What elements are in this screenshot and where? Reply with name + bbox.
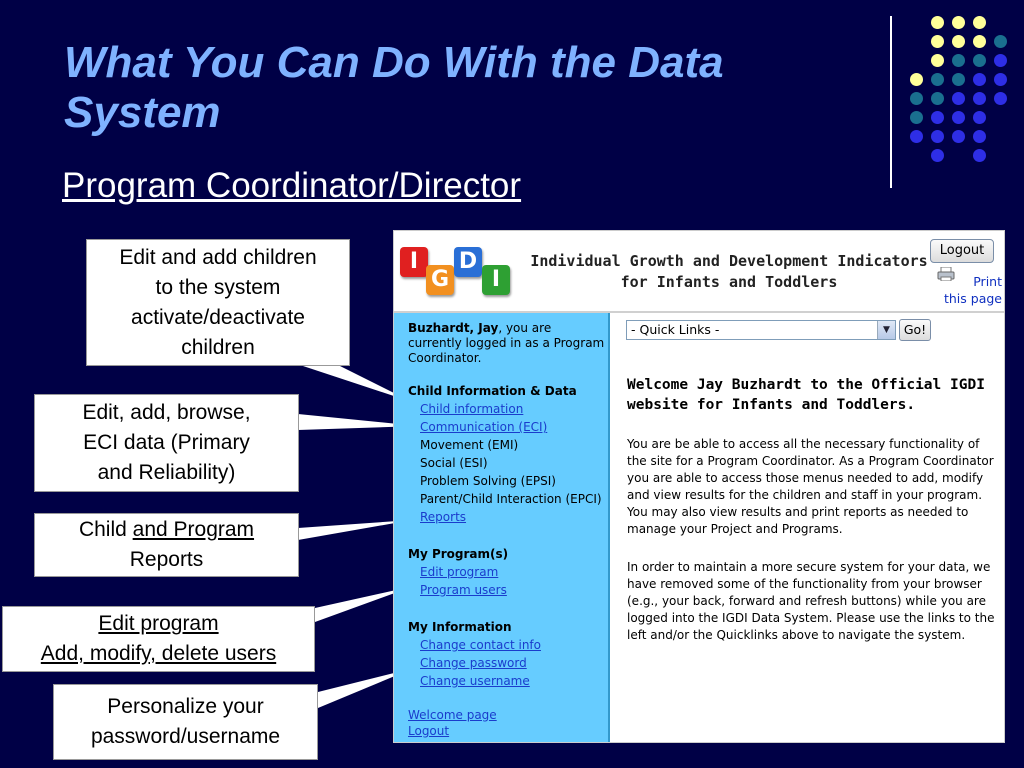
callout-text: Personalize your [107, 695, 264, 718]
security-paragraph: In order to maintain a more secure system for your data, we have removed some of the functionality from your browser (e.g., your back, forward and refresh buttons) while you are logged into the IGDI Data System. Please use the links to the left and/or the Quicklinks above to navigate the system. [627, 560, 995, 642]
callout-reports [34, 513, 299, 577]
print-page-link[interactable] [932, 273, 1002, 307]
welcome-heading: Welcome Jay Buzhardt to the Official IGDI website for Infants and Toddlers. [627, 377, 985, 413]
sidebar-link-program-users[interactable]: Program users [420, 583, 507, 597]
app-title-line: for Infants and Toddlers [620, 273, 838, 291]
callout-text-underlined: Add, modify, delete users [40, 642, 277, 665]
callout-text: Edit and add children [119, 245, 317, 269]
app-title-line: Individual Growth and Development Indicators [530, 252, 928, 270]
sidebar-link-logout[interactable]: Logout [408, 724, 450, 738]
callout-text-underlined: and Program [132, 518, 255, 541]
slide-subtitle: Program Coordinator/Director [62, 166, 522, 205]
sidebar-link-communication-eci[interactable]: Communication (ECI) [420, 420, 548, 434]
app-title [524, 251, 934, 293]
user-name: Buzhardt, Jay [408, 321, 499, 335]
callout-text: Reports [129, 548, 204, 571]
print-link-text[interactable]: this page [943, 291, 1002, 306]
logout-button[interactable]: Logout [930, 239, 994, 263]
callout-text: Edit, add, browse, [82, 401, 251, 424]
callout-program [2, 606, 315, 672]
callout-text: children [181, 335, 255, 359]
user-status [408, 321, 608, 366]
app-header [394, 231, 1005, 313]
section-heading-my-information: My Information [408, 620, 512, 634]
sidebar-link-reports[interactable]: Reports [420, 510, 467, 524]
callout-text: to the system [155, 275, 281, 299]
intro-paragraph: You are be able to access all the necessary functionality of the site for a Program Coordinator. As a Program Coordinator you are able to access those menus needed to add, modify and view results for the children and staff in your program. You may also view results and print reports as needed to manage your Project and Programs. [627, 437, 994, 536]
callout-children [86, 239, 350, 366]
app-main [610, 313, 1004, 743]
chevron-down-icon[interactable]: ▼ [877, 321, 895, 339]
go-button[interactable]: Go! [899, 319, 931, 341]
callout-text: and Reliability) [97, 461, 236, 484]
callout-text: activate/deactivate [131, 305, 305, 329]
print-link-text[interactable]: Print [973, 274, 1002, 289]
slide-title: What You Can Do With the Data System [64, 38, 724, 137]
sidebar-link-change-password[interactable]: Change password [420, 656, 527, 670]
quick-links-selected: - Quick Links - [631, 322, 720, 337]
section-heading-child-info: Child Information & Data [408, 384, 577, 398]
callout-personalize [53, 684, 318, 760]
sidebar-item-movement-emi: Movement (EMI) [420, 438, 519, 452]
logo-letter-i2: I [482, 265, 510, 295]
logo-letter-g: G [426, 265, 454, 295]
sidebar-link-child-information[interactable]: Child information [420, 402, 524, 416]
callout-eci-data [34, 394, 299, 492]
callout-text: password/username [90, 725, 281, 748]
callout-text-underlined: Edit program [98, 612, 219, 635]
sidebar-link-welcome-page[interactable]: Welcome page [408, 708, 497, 722]
sidebar-link-change-username[interactable]: Change username [420, 674, 530, 688]
sidebar-link-edit-program[interactable]: Edit program [420, 565, 499, 579]
sidebar-item-parent-child: Parent/Child Interaction (EPCI) [420, 492, 602, 506]
quick-links-select[interactable] [626, 320, 896, 340]
sidebar-item-social-esi: Social (ESI) [420, 456, 488, 470]
callout-text: ECI data (Primary [83, 431, 250, 454]
user-status-text: , you are currently logged in as a Program Coordinator. [408, 321, 605, 365]
callout-text: Child [78, 518, 133, 541]
igdi-screenshot [393, 230, 1005, 743]
callout-line [79, 515, 254, 545]
logo-letter-i: I [400, 247, 428, 277]
logo-letter-d: D [454, 247, 482, 277]
section-heading-my-programs: My Program(s) [408, 547, 509, 561]
app-sidebar [394, 313, 610, 743]
sidebar-item-problem-solving: Problem Solving (EPSI) [420, 474, 556, 488]
sidebar-link-change-contact[interactable]: Change contact info [420, 638, 541, 652]
